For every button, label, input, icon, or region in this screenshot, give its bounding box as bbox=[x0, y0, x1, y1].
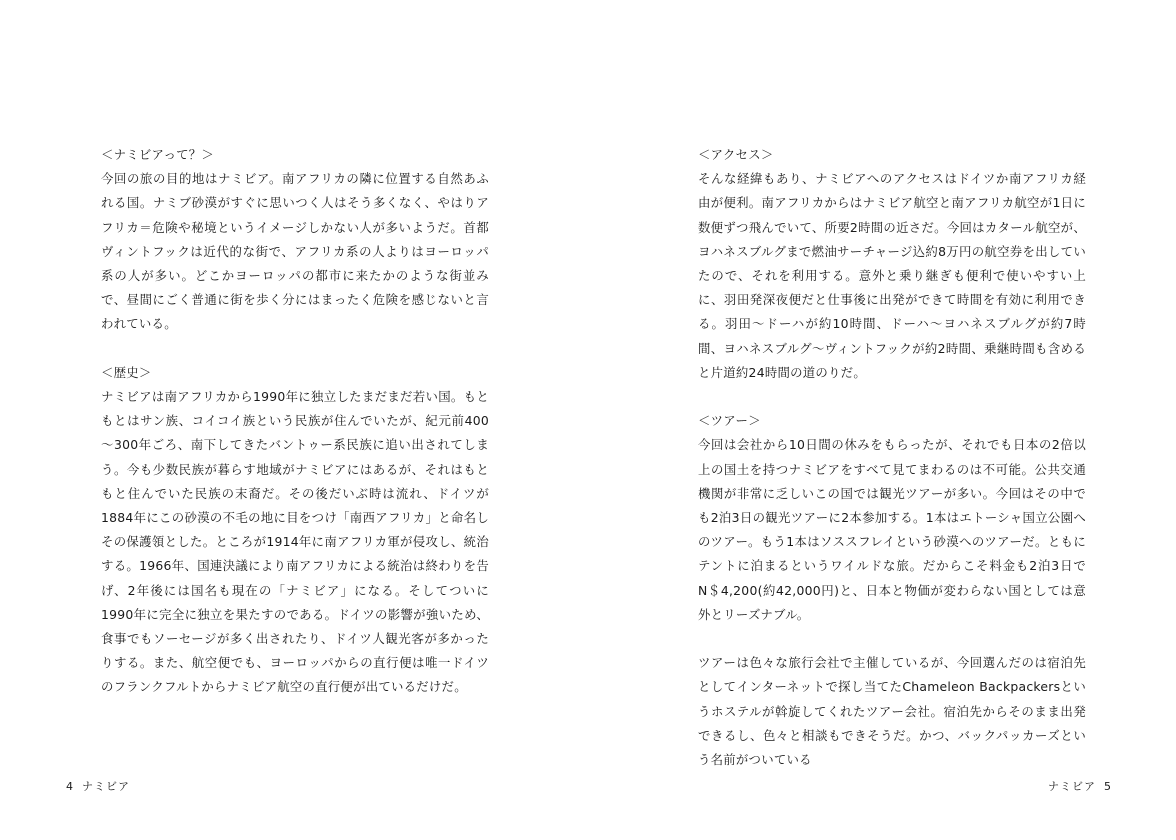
right-text-column bbox=[698, 143, 1086, 772]
paragraph-history: ナミビアは南アフリカから1990年に独立したまだまだ若い国。もともとはサン族、コイコイ族という民族が住んでいたが、紀元前400～300年ごろ、南下してきたバントゥー系民族に追い出されてしまう。今も少数民族が暮らす地域がナミビアにはあるが、それはもともと住んでいた民族の末裔だ。その後だいぶ時は流れ、ドイツが1884年にこの砂漠の不毛の地に目をつけ「南西アフリカ」と命名しその保護領とした。ところが1914年に南アフリカ軍が侵攻し、統治する。1966年、国連決議により南アフリカによる統治は終わりを告げ、2年後には国名も現在の「ナミビア」になる。そしてついに1990年に完全に独立を果たすのである。ドイツの影響が強いため、食事でもソーセージが多く出されたり、ドイツ人観光客が多かったりする。また、航空便でも、ヨーロッパからの直行便は唯一ドイツのフランクフルトからナミビア航空の直行便が出ているだけだ。 bbox=[101, 389, 489, 695]
section-spacer bbox=[101, 337, 489, 361]
paragraph-spacer bbox=[698, 627, 1086, 651]
page-footer-right bbox=[1048, 778, 1112, 794]
running-title: ナミビア bbox=[82, 780, 130, 793]
left-text-column bbox=[101, 143, 489, 700]
page-number: 5 bbox=[1104, 780, 1112, 793]
section-spacer bbox=[698, 385, 1086, 409]
paragraph-access: そんな経緯もあり、ナミビアへのアクセスはドイツか南アフリカ経由が便利。南アフリカからはナミビア航空と南アフリカ航空が1日に数便ずつ飛んでいて、所要2時間の近さだ。今回はカタール航空が、ヨハネスブルグまで燃油サーチャージ込約8万円の航空券を出していたので、それを利用する。意外と乗り継ぎも便利で使いやすい上に、羽田発深夜便だと仕事後に出発ができて時間を有効に利用できる。羽田～ドーハが約10時間、ドーハ～ヨハネスブルグが約7時間、ヨハネスブルグ～ヴィントフックが約2時間、乗継時間も含めると片道約24時間の道のりだ。 bbox=[698, 171, 1086, 380]
right-page bbox=[588, 0, 1176, 840]
paragraph-tour-2: ツアーは色々な旅行会社で主催しているが、今回選んだのは宿泊先としてインターネットで探し当てたChameleon Backpackersというホステルが斡旋してくれたツアー会社。宿泊先からそのまま出発できるし、色々と相談もできそうだ。かつ、バックパッカーズという名前がついている bbox=[698, 655, 1086, 768]
section-heading-tour: ＜ツアー＞ bbox=[698, 413, 761, 429]
section-heading-namibia: ＜ナミビアって？＞ bbox=[101, 147, 215, 162]
section-heading-history: ＜歴史＞ bbox=[101, 364, 152, 380]
paragraph-namibia-intro: 今回の旅の目的地はナミビア。南アフリカの隣に位置する自然あふれる国。ナミブ砂漠がすぐに思いつく人はそう多くなく、やはりアフリカ＝危険や秘境というイメージしかない人が多いようだ。首都ヴィントフックは近代的な街で、アフリカ系の人よりはヨーロッパ系の人が多い。どこかヨーロッパの都市に来たかのような街並みで、昼間にごく普通に街を歩く分にはまったく危険を感じないと言われている。 bbox=[101, 171, 489, 332]
page-number: 4 bbox=[66, 780, 74, 793]
section-heading-access: ＜アクセス＞ bbox=[698, 147, 774, 162]
page-footer-left bbox=[66, 778, 130, 794]
running-title: ナミビア bbox=[1048, 780, 1096, 793]
paragraph-tour-1: 今回は会社から10日間の休みをもらったが、それでも日本の2倍以上の国土を持つナミビアをすべて見てまわるのは不可能。公共交通機関が非常に乏しいこの国では観光ツアーが多い。今回はその中でも2泊3日の観光ツアーに2本参加する。1本はエトーシャ国立公園へのツアー。もう1本はソススフレイという砂漠へのツアーだ。ともにテントに泊まるというワイルドな旅。だからこそ料金も2泊3日でN＄4,200(約42,000円)と、日本と物価が変わらない国としては意外とリーズナブル。 bbox=[698, 437, 1086, 622]
